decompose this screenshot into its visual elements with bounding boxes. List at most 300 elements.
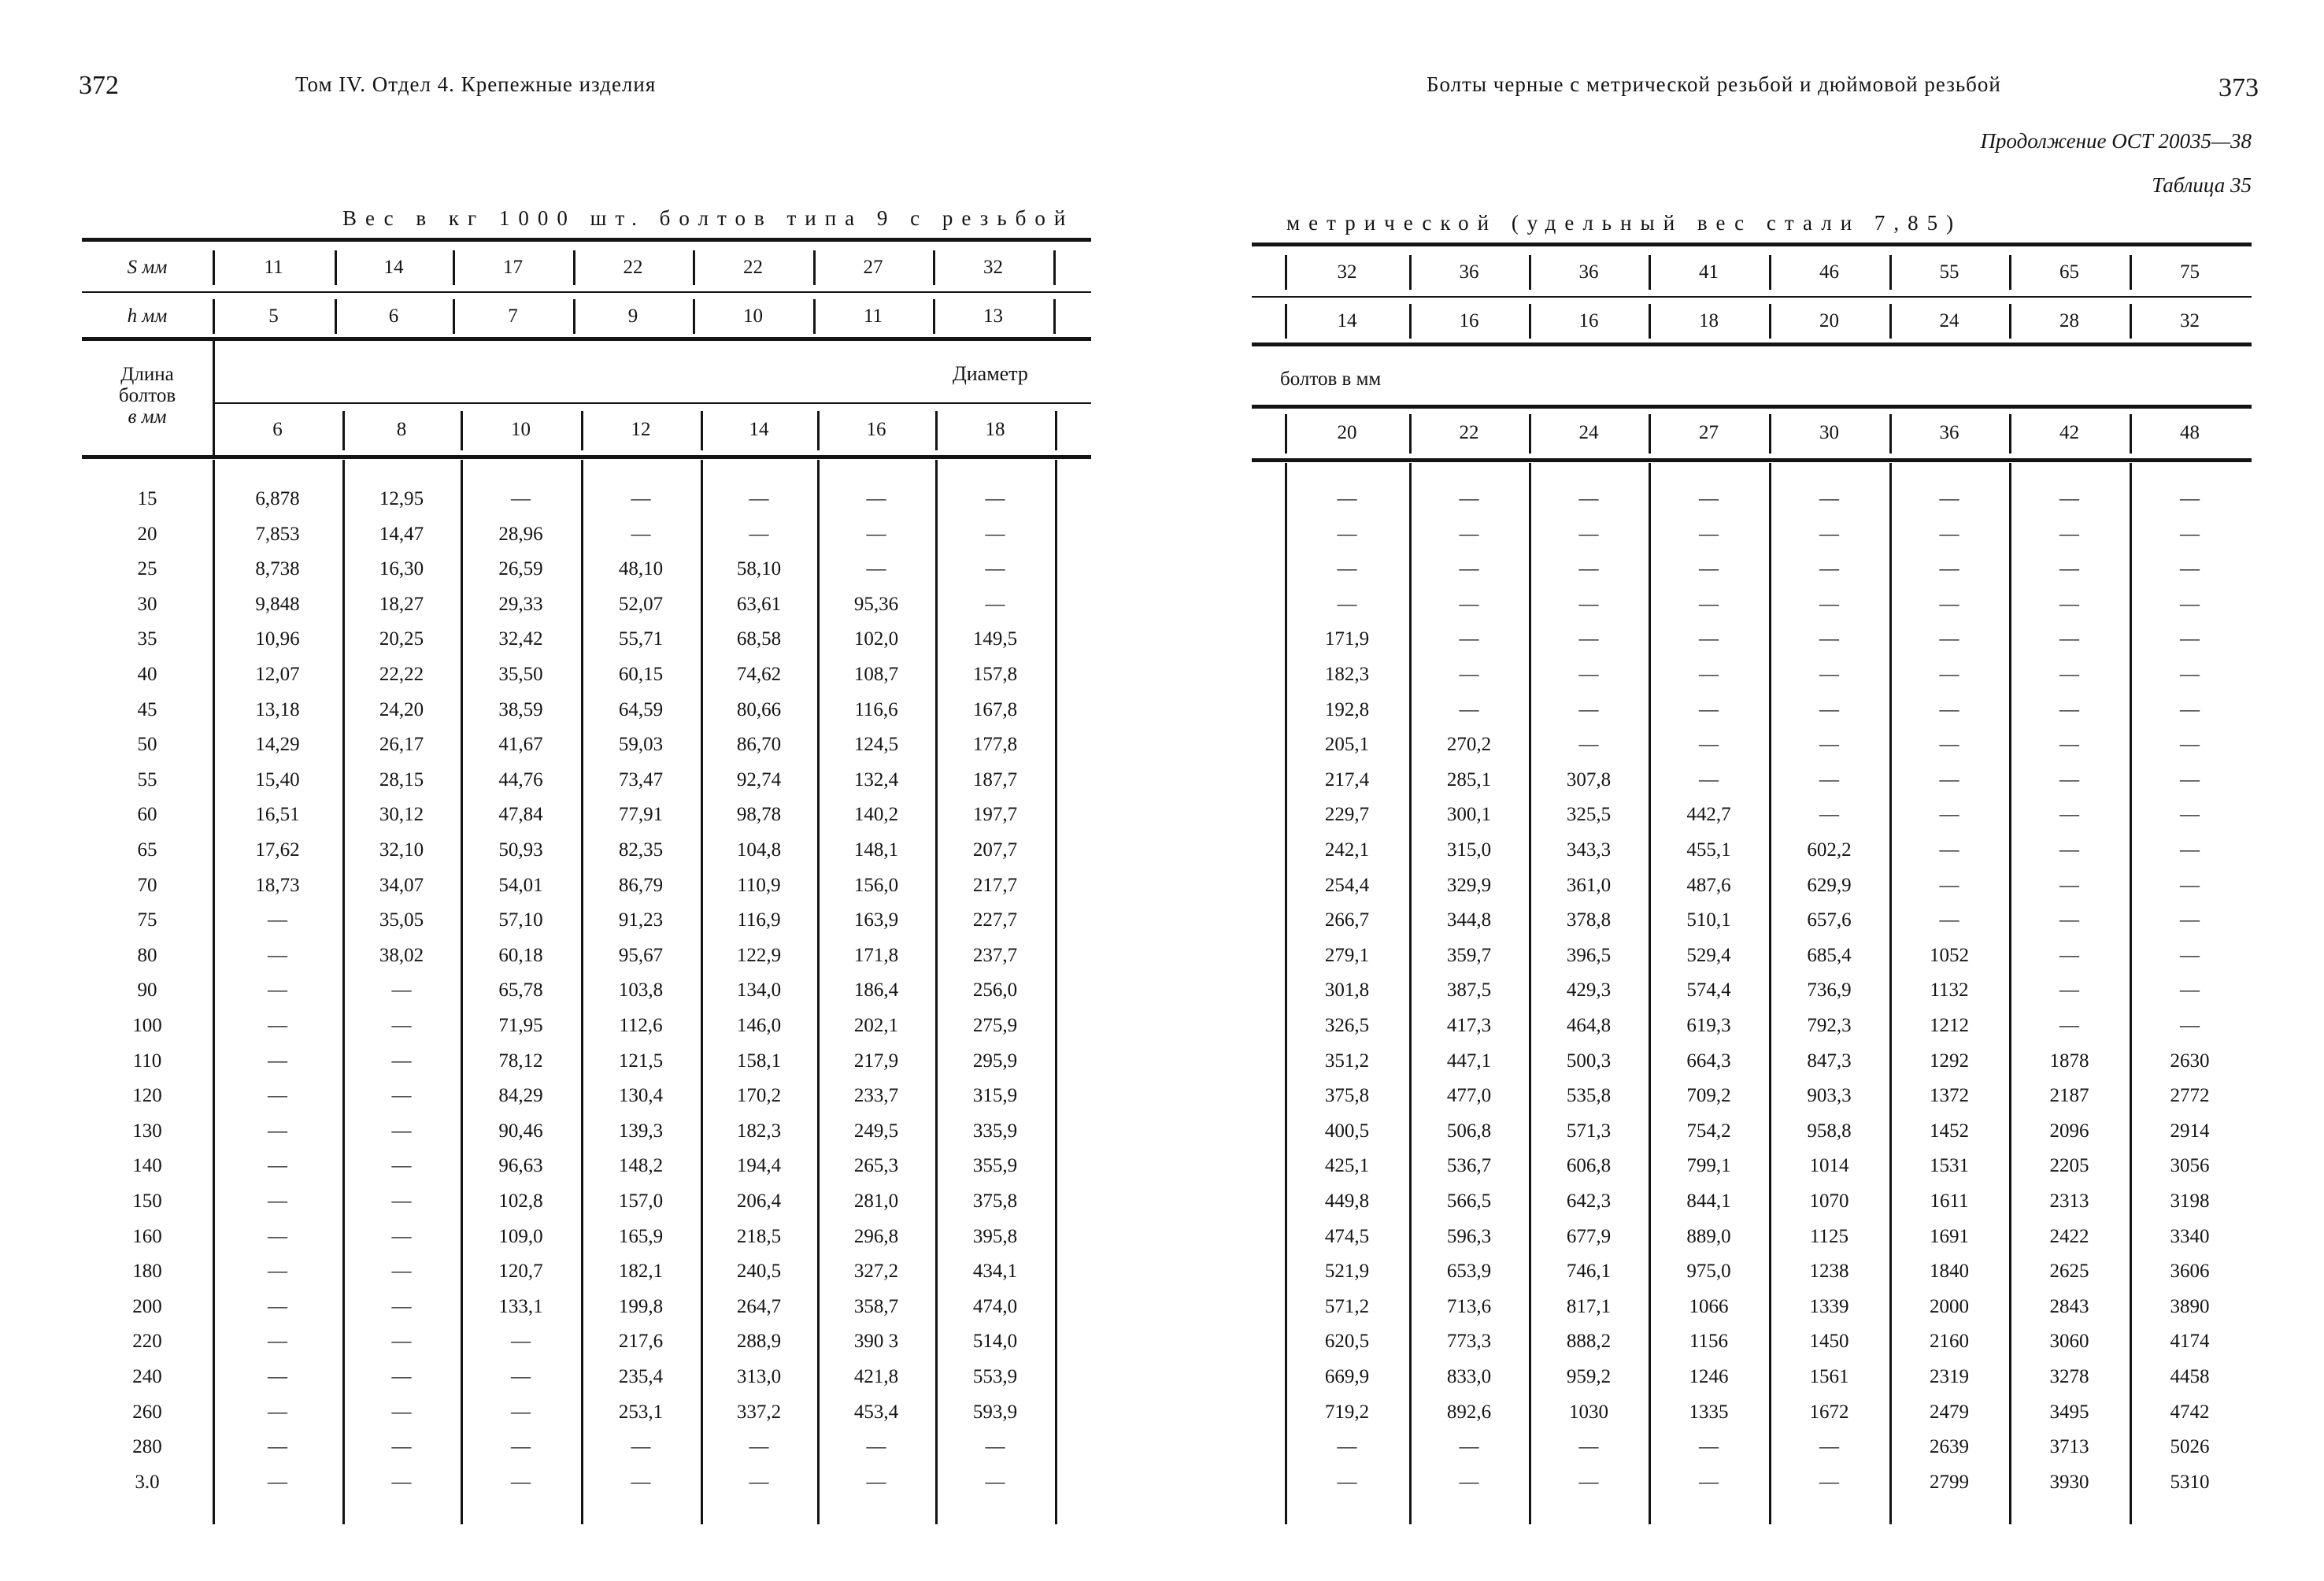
table-cell: 296,8 xyxy=(853,1225,899,1247)
label-length-line: в мм xyxy=(128,406,167,428)
table-cell: 958,8 xyxy=(1807,1120,1852,1142)
table-cell: — xyxy=(1459,488,1479,509)
table-cell: 38,59 xyxy=(498,698,543,720)
table-cell: — xyxy=(1939,488,1959,509)
h-value: 16 xyxy=(1459,310,1479,331)
length-value: 80 xyxy=(137,944,157,966)
rule xyxy=(82,291,1091,293)
table-cell: — xyxy=(2059,523,2079,545)
table-cell: — xyxy=(631,523,651,545)
table-cell: — xyxy=(1939,558,1959,580)
table-cell: 233,7 xyxy=(853,1085,899,1107)
label-s: S мм xyxy=(127,257,168,278)
table-cell: 7,853 xyxy=(255,523,300,545)
table-cell: 80,66 xyxy=(736,698,782,720)
table-cell: 521,9 xyxy=(1324,1261,1370,1283)
table-cell: 95,36 xyxy=(853,593,899,615)
table-cell: 889,0 xyxy=(1686,1225,1731,1247)
table-cell: 12,07 xyxy=(255,664,300,685)
table-cell: 2799 xyxy=(1930,1471,1969,1493)
table-cell: 182,3 xyxy=(736,1120,782,1142)
table-cell: 237,7 xyxy=(972,944,1018,966)
s-value: 36 xyxy=(1459,261,1479,283)
table-cell: — xyxy=(391,1050,412,1072)
table-cell: — xyxy=(2059,488,2079,509)
table-cell: 288,9 xyxy=(736,1331,782,1353)
table-cell: — xyxy=(1819,523,1839,545)
table-cell: 295,9 xyxy=(972,1050,1018,1072)
table-cell: 2914 xyxy=(2170,1120,2210,1142)
table-cell: — xyxy=(268,1295,287,1317)
label-length-line: Длина xyxy=(120,364,174,385)
table-cell: 709,2 xyxy=(1686,1085,1731,1107)
diameter-value: 6 xyxy=(272,419,283,440)
table-cell: 421,8 xyxy=(853,1366,899,1387)
h-value: 14 xyxy=(1337,310,1357,331)
table-cell: — xyxy=(2180,979,2200,1002)
header-separator xyxy=(1769,414,1771,454)
table-cell: 1672 xyxy=(1809,1401,1849,1423)
table-cell: 279,1 xyxy=(1324,944,1370,966)
table-cell: — xyxy=(268,1190,287,1212)
table-cell: 103,8 xyxy=(618,979,664,1002)
table-cell: — xyxy=(268,1436,287,1458)
table-cell: — xyxy=(1459,558,1479,580)
table-cell: 50,93 xyxy=(498,839,543,861)
table-cell: 474,5 xyxy=(1324,1225,1370,1247)
table-cell: 270,2 xyxy=(1446,734,1492,756)
table-cell: 975,0 xyxy=(1686,1261,1731,1283)
h-value: 11 xyxy=(863,305,883,327)
table-cell: 3340 xyxy=(2170,1225,2210,1247)
table-cell: 9,848 xyxy=(255,593,300,615)
length-value: 260 xyxy=(132,1401,162,1423)
table-cell: 387,5 xyxy=(1446,979,1492,1002)
table-cell: 307,8 xyxy=(1566,768,1612,790)
table-cell: — xyxy=(391,1295,412,1317)
table-cell: 163,9 xyxy=(853,909,899,931)
header-separator xyxy=(342,411,345,450)
s-value: 22 xyxy=(743,257,763,278)
table-cell: 18,27 xyxy=(379,593,424,615)
table-cell: — xyxy=(1939,768,1959,790)
table-cell: — xyxy=(1939,698,1959,720)
table-cell: 133,1 xyxy=(498,1295,543,1317)
header-separator xyxy=(2009,304,2011,339)
h-value: 6 xyxy=(388,305,399,327)
table-cell: 566,5 xyxy=(1446,1190,1492,1212)
table-cell: 217,7 xyxy=(972,874,1018,896)
table-cell: — xyxy=(749,488,769,509)
table-cell: 202,1 xyxy=(853,1015,899,1036)
rule xyxy=(82,238,1091,242)
table-cell: 199,8 xyxy=(618,1295,664,1317)
header-separator xyxy=(453,250,455,285)
table-cell: — xyxy=(1699,523,1719,545)
table-cell: — xyxy=(391,1190,412,1212)
length-value: 120 xyxy=(132,1085,162,1107)
length-value: 3.0 xyxy=(135,1471,160,1493)
h-value: 20 xyxy=(1819,310,1839,331)
table-cell: — xyxy=(1939,839,1959,861)
table-cell: — xyxy=(391,1085,412,1107)
header-separator xyxy=(453,299,455,334)
table-cell: 2319 xyxy=(1930,1366,1969,1387)
length-value: 130 xyxy=(132,1120,162,1142)
table-cell: 104,8 xyxy=(736,839,782,861)
header-separator xyxy=(817,411,820,450)
table-cell: 325,5 xyxy=(1566,804,1612,826)
h-value: 9 xyxy=(627,305,638,327)
length-value: 45 xyxy=(137,698,157,720)
table-cell: 629,9 xyxy=(1807,874,1852,896)
rule xyxy=(1252,458,2252,462)
s-value: 17 xyxy=(503,257,523,278)
table-cell: 464,8 xyxy=(1566,1015,1612,1036)
table-cell: 140,2 xyxy=(853,804,899,826)
label-h: h мм xyxy=(127,305,168,327)
table-cell: 2422 xyxy=(2049,1225,2089,1247)
table-cell: 425,1 xyxy=(1324,1155,1370,1177)
table-cell: 477,0 xyxy=(1446,1085,1492,1107)
table-cell: — xyxy=(1939,734,1959,756)
page-number-left: 372 xyxy=(79,71,119,100)
table-cell: 417,3 xyxy=(1446,1015,1492,1036)
table-cell: — xyxy=(268,1155,287,1177)
table-cell: — xyxy=(631,1471,651,1493)
header-separator xyxy=(1409,255,1412,290)
table-cell: 1070 xyxy=(1809,1190,1849,1212)
table-cell: 205,1 xyxy=(1324,734,1370,756)
table-cell: — xyxy=(2059,1015,2079,1036)
table-cell: 344,8 xyxy=(1446,909,1492,931)
table-cell: 186,4 xyxy=(853,979,899,1002)
table-cell: 355,9 xyxy=(972,1155,1018,1177)
table-cell: — xyxy=(1819,698,1839,720)
table-cell: 3056 xyxy=(2170,1155,2210,1177)
table-cell: 64,59 xyxy=(618,698,664,720)
table-cell: — xyxy=(1578,593,1599,615)
table-cell: 265,3 xyxy=(853,1155,899,1177)
continuation-note: Продолжение ОСТ 20035—38 xyxy=(1980,129,2252,153)
table-cell: — xyxy=(511,1331,531,1353)
table-cell: 375,8 xyxy=(972,1190,1018,1212)
table-cell: 326,5 xyxy=(1324,1015,1370,1036)
table-cell: — xyxy=(391,1366,412,1387)
table-cell: 149,5 xyxy=(972,628,1018,650)
table-cell: — xyxy=(2059,874,2079,896)
table-cell: 677,9 xyxy=(1566,1225,1612,1247)
table-cell: 847,3 xyxy=(1807,1050,1852,1072)
table-cell: — xyxy=(1939,804,1959,826)
table-cell: 1238 xyxy=(1809,1261,1849,1283)
table-cell: — xyxy=(866,523,886,545)
table-cell: 10,96 xyxy=(255,628,300,650)
table-cell: — xyxy=(631,488,651,509)
table-cell: — xyxy=(1819,734,1839,756)
header-separator xyxy=(573,250,575,285)
table-cell: 337,2 xyxy=(736,1401,782,1423)
table-cell: 6,878 xyxy=(255,488,300,509)
table-cell: 116,6 xyxy=(854,698,898,720)
table-cell: 817,1 xyxy=(1566,1295,1612,1317)
table-cell: 28,96 xyxy=(498,523,543,545)
table-cell: 197,7 xyxy=(972,804,1018,826)
table-cell: 2096 xyxy=(2049,1120,2089,1142)
table-cell: 134,0 xyxy=(736,979,782,1002)
table-cell: — xyxy=(1578,664,1599,685)
table-cell: 217,4 xyxy=(1324,768,1370,790)
table-cell: 1611 xyxy=(1930,1190,1969,1212)
table-cell: — xyxy=(2059,593,2079,615)
table-cell: 86,79 xyxy=(618,874,664,896)
table-cell: 4458 xyxy=(2170,1366,2210,1387)
table-cell: 58,10 xyxy=(736,558,782,580)
table-cell: — xyxy=(2059,558,2079,580)
table-cell: 102,0 xyxy=(853,628,899,650)
table-cell: 434,1 xyxy=(972,1261,1018,1283)
table-cell: 52,07 xyxy=(618,593,664,615)
table-cell: 571,3 xyxy=(1566,1120,1612,1142)
table-cell: — xyxy=(985,488,1005,509)
table-cell: — xyxy=(1459,1471,1479,1493)
table-cell: 48,10 xyxy=(618,558,664,580)
table-cell: 2313 xyxy=(2049,1190,2089,1212)
table-cell: 429,3 xyxy=(1566,979,1612,1002)
table-cell: 5026 xyxy=(2170,1436,2210,1458)
diameter-value: 22 xyxy=(1459,422,1479,443)
table-cell: 242,1 xyxy=(1324,839,1370,861)
table-cell: 390 3 xyxy=(853,1331,899,1353)
header-separator xyxy=(2130,255,2132,290)
table-cell: 20,25 xyxy=(379,628,424,650)
table-cell: — xyxy=(866,1471,886,1493)
table-cell: 1452 xyxy=(1930,1120,1969,1142)
table-cell: 2187 xyxy=(2049,1085,2089,1107)
table-cell: 14,47 xyxy=(379,523,424,545)
diameter-value: 36 xyxy=(1939,422,1959,443)
diameter-value: 12 xyxy=(631,419,651,440)
table-cell: 3278 xyxy=(2049,1366,2089,1387)
label-bolts-text: болтов в мм xyxy=(1280,368,1382,390)
length-value: 140 xyxy=(132,1155,162,1177)
h-value: 28 xyxy=(2059,310,2079,331)
header-separator xyxy=(813,299,816,334)
table-cell: 313,0 xyxy=(736,1366,782,1387)
length-value: 110 xyxy=(132,1050,162,1072)
table-cell: 130,4 xyxy=(618,1085,664,1107)
header-separator xyxy=(1285,304,1287,339)
table-cell: 182,3 xyxy=(1324,664,1370,685)
diameter-value: 18 xyxy=(985,419,1005,440)
table-cell: — xyxy=(511,1436,531,1458)
header-separator xyxy=(1409,304,1412,339)
table-cell: 1691 xyxy=(1930,1225,1969,1247)
s-value: 36 xyxy=(1578,261,1599,283)
header-separator xyxy=(1053,299,1056,334)
s-value: 41 xyxy=(1699,261,1719,283)
diameter-value: 14 xyxy=(749,419,769,440)
header-separator xyxy=(1409,414,1412,454)
table-cell: 139,3 xyxy=(618,1120,664,1142)
table-cell: — xyxy=(985,593,1005,615)
table-cell: 2843 xyxy=(2049,1295,2089,1317)
table-cell: — xyxy=(866,558,886,580)
length-value: 25 xyxy=(137,558,157,580)
table-cell: 773,3 xyxy=(1446,1331,1492,1353)
table-cell: 171,8 xyxy=(853,944,899,966)
table-cell: 510,1 xyxy=(1686,909,1731,931)
table-cell: 442,7 xyxy=(1686,804,1731,826)
table-cell: 833,0 xyxy=(1446,1366,1492,1387)
table-cell: 3198 xyxy=(2170,1190,2210,1212)
table-cell: — xyxy=(511,1401,531,1423)
table-cell: 754,2 xyxy=(1686,1120,1731,1142)
table-cell: 187,7 xyxy=(972,768,1018,790)
table-cell: — xyxy=(1578,523,1599,545)
table-cell: — xyxy=(2180,558,2200,580)
table-cell: — xyxy=(2059,768,2079,790)
table-cell: — xyxy=(1459,628,1479,650)
table-cell: — xyxy=(2059,909,2079,931)
rule xyxy=(1252,243,2252,246)
table-cell: 55,71 xyxy=(618,628,664,650)
table-cell: 620,5 xyxy=(1324,1331,1370,1353)
table-cell: 227,7 xyxy=(972,909,1018,931)
s-value: 32 xyxy=(1337,261,1357,283)
diameter-value: 30 xyxy=(1819,422,1839,443)
table-cell: 4742 xyxy=(2170,1401,2210,1423)
table-cell: — xyxy=(1939,593,1959,615)
table-cell: — xyxy=(1699,593,1719,615)
table-cell: 664,3 xyxy=(1686,1050,1731,1072)
table-cell: — xyxy=(2180,839,2200,861)
s-value: 11 xyxy=(264,257,283,278)
table-cell: 26,59 xyxy=(498,558,543,580)
table-cell: — xyxy=(391,1120,412,1142)
table-cell: — xyxy=(1699,768,1719,790)
table-cell: 235,4 xyxy=(618,1366,664,1387)
table-cell: 266,7 xyxy=(1324,909,1370,931)
table-cell: 148,2 xyxy=(618,1155,664,1177)
table-cell: 3930 xyxy=(2049,1471,2089,1493)
table-cell: — xyxy=(268,1120,287,1142)
table-cell: 44,76 xyxy=(498,768,543,790)
table-cell: 1561 xyxy=(1809,1366,1849,1387)
table-cell: 16,51 xyxy=(255,804,300,826)
table-cell: 799,1 xyxy=(1686,1155,1731,1177)
table-cell: 657,6 xyxy=(1807,909,1852,931)
table-cell: — xyxy=(1337,1471,1357,1493)
header-separator xyxy=(693,250,695,285)
table-cell: 90,46 xyxy=(498,1120,543,1142)
rule xyxy=(213,402,1091,404)
table-cell: — xyxy=(1819,768,1839,790)
table-cell: — xyxy=(2059,979,2079,1002)
table-cell: 487,6 xyxy=(1686,874,1731,896)
table-cell: — xyxy=(268,909,287,931)
table-cell: — xyxy=(268,979,287,1002)
table-cell: — xyxy=(1699,734,1719,756)
table-cell: 165,9 xyxy=(618,1225,664,1247)
table-cell: — xyxy=(2180,593,2200,615)
header-separator xyxy=(1529,414,1531,454)
table-cell: 47,84 xyxy=(498,804,543,826)
table-cell: 116,9 xyxy=(737,909,781,931)
header-separator xyxy=(335,250,337,285)
table-cell: 892,6 xyxy=(1446,1401,1492,1423)
table-cell: — xyxy=(1939,909,1959,931)
table-cell: — xyxy=(1699,628,1719,650)
stub-border xyxy=(213,340,215,455)
table-caption-part2: метрической (удельный вес стали 7,85) xyxy=(1286,211,1963,235)
table-cell: 26,17 xyxy=(379,734,424,756)
length-value: 220 xyxy=(132,1331,162,1353)
label-length xyxy=(82,364,213,428)
table-cell: — xyxy=(2180,944,2200,966)
header-separator xyxy=(461,411,463,450)
table-cell: — xyxy=(268,1401,287,1423)
table-cell: 109,0 xyxy=(498,1225,543,1247)
length-value: 70 xyxy=(137,874,157,896)
table-cell: — xyxy=(1459,523,1479,545)
header-separator xyxy=(335,299,337,334)
table-cell: — xyxy=(2059,944,2079,966)
table-cell: 2160 xyxy=(1930,1331,1969,1353)
table-cell: 1372 xyxy=(1930,1085,1969,1107)
h-value: 18 xyxy=(1699,310,1719,331)
table-cell: — xyxy=(1819,593,1839,615)
table-cell: 358,7 xyxy=(853,1295,899,1317)
table-cell: 329,9 xyxy=(1446,874,1492,896)
table-cell: — xyxy=(511,1471,531,1493)
table-cell: — xyxy=(268,1331,287,1353)
table-cell: — xyxy=(749,523,769,545)
table-cell: 606,8 xyxy=(1566,1155,1612,1177)
table-cell: — xyxy=(1578,1471,1599,1493)
table-cell: — xyxy=(1578,558,1599,580)
table-cell: 619,3 xyxy=(1686,1015,1731,1036)
table-cell: — xyxy=(268,1225,287,1247)
table-cell: — xyxy=(985,1471,1005,1493)
table-cell: 596,3 xyxy=(1446,1225,1492,1247)
length-value: 100 xyxy=(132,1015,162,1036)
table-cell: 792,3 xyxy=(1807,1015,1852,1036)
table-cell: 217,6 xyxy=(618,1331,664,1353)
h-value: 32 xyxy=(2180,310,2200,331)
header-separator xyxy=(1285,255,1287,290)
h-value: 10 xyxy=(743,305,763,327)
table-cell: 156,0 xyxy=(853,874,899,896)
table-cell: 281,0 xyxy=(853,1190,899,1212)
table-cell: — xyxy=(2059,804,2079,826)
table-cell: 177,8 xyxy=(972,734,1018,756)
header-separator xyxy=(935,411,938,450)
rule xyxy=(1252,296,2252,298)
table-cell: 240,5 xyxy=(736,1261,782,1283)
table-cell: — xyxy=(2059,734,2079,756)
table-cell: — xyxy=(391,1155,412,1177)
table-cell: — xyxy=(1459,1436,1479,1458)
table-number: Таблица 35 xyxy=(2152,173,2252,197)
header-separator xyxy=(2130,414,2132,454)
table-cell: 2639 xyxy=(1930,1436,1969,1458)
s-value: 75 xyxy=(2180,261,2200,283)
length-value: 40 xyxy=(137,664,157,685)
table-cell: — xyxy=(2180,523,2200,545)
table-cell: 455,1 xyxy=(1686,839,1731,861)
table-cell: 719,2 xyxy=(1324,1401,1370,1423)
